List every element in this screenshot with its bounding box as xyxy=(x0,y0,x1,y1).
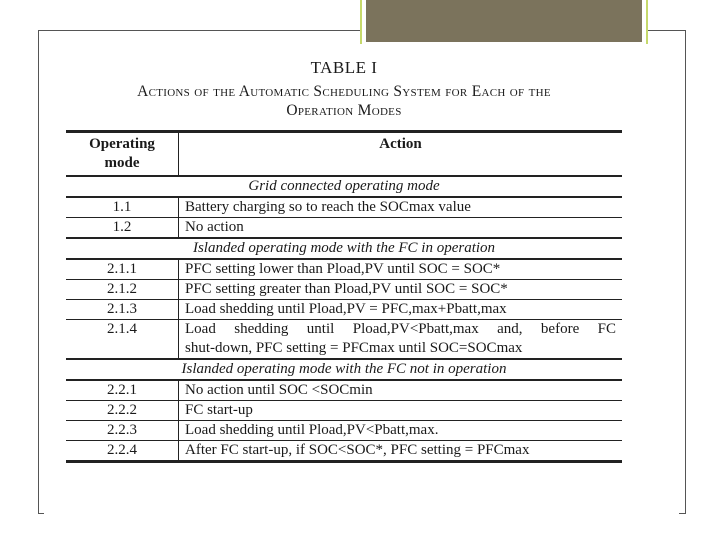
action-cell: After FC start-up, if SOC<SOC*, PFC setting = PFCmax xyxy=(185,442,530,458)
section-row xyxy=(66,176,622,197)
table-caption-line-2: Operation Modes xyxy=(286,102,402,119)
action-cell: No action until SOC <SOCmin xyxy=(179,380,623,401)
mode-cell: 2.1.2 xyxy=(66,280,179,300)
action-cell: PFC setting greater than Pload,PV until SOC = SOC* xyxy=(179,280,623,300)
action-cell: Load shedding until Pload,PV<Pbatt,max. xyxy=(179,421,623,441)
table-caption-line-1: Actions of the Automatic Scheduling System for Each of the xyxy=(137,83,551,100)
table-header-row xyxy=(66,132,622,177)
frame-left xyxy=(38,30,39,514)
frame-right xyxy=(685,30,686,514)
action-cell: FC start-up xyxy=(179,401,623,421)
accent-line-right xyxy=(646,0,648,44)
header-action: Action xyxy=(179,132,623,177)
frame-top-right xyxy=(648,30,686,31)
action-cell: No action xyxy=(179,218,623,239)
mode-cell: 2.1.4 xyxy=(66,320,179,360)
section-row xyxy=(66,238,622,259)
accent-line-left xyxy=(360,0,362,44)
header-operating-mode: Operating mode xyxy=(66,132,179,177)
section-row xyxy=(66,359,622,380)
mode-cell: 2.2.3 xyxy=(66,421,179,441)
table-row xyxy=(66,218,622,239)
frame-bottom-right-tick xyxy=(679,513,686,514)
table-caption xyxy=(66,82,622,120)
table-row xyxy=(66,320,622,360)
section-title: Grid connected operating mode xyxy=(66,176,622,197)
action-line-1: Load shedding until Pload,PV<Pbatt,max and, before FC xyxy=(185,321,616,337)
table-row xyxy=(66,197,622,218)
mode-cell: 2.2.2 xyxy=(66,401,179,421)
frame-top-left xyxy=(38,30,360,31)
table-row xyxy=(66,380,622,401)
header-tab-box xyxy=(366,0,642,42)
table-row xyxy=(66,259,622,280)
table-row xyxy=(66,401,622,421)
section-title: Islanded operating mode with the FC in operation xyxy=(66,238,622,259)
mode-cell: 2.2.4 xyxy=(66,441,179,462)
mode-cell: 2.1.1 xyxy=(66,259,179,280)
frame-bottom-left-tick xyxy=(38,513,44,514)
table-row xyxy=(66,441,622,462)
table-row xyxy=(66,300,622,320)
action-cell: PFC setting lower than Pload,PV until SOC = SOC* xyxy=(179,259,623,280)
mode-cell: 1.1 xyxy=(66,197,179,218)
mode-cell: 1.2 xyxy=(66,218,179,239)
table-title: TABLE I xyxy=(310,58,378,77)
action-cell: Load shedding until Pload,PV = PFC,max+Pbatt,max xyxy=(179,300,623,320)
mode-cell: 2.1.3 xyxy=(66,300,179,320)
document-table-figure xyxy=(66,58,622,463)
table-row xyxy=(66,280,622,300)
section-title: Islanded operating mode with the FC not in operation xyxy=(66,359,622,380)
action-cell xyxy=(179,320,623,360)
operation-modes-table xyxy=(66,130,622,463)
table-row xyxy=(66,421,622,441)
action-cell: Battery charging so to reach the SOCmax value xyxy=(179,197,623,218)
mode-cell: 2.2.1 xyxy=(66,380,179,401)
action-line-2: shut-down, PFC setting = PFCmax until SOC=SOCmax xyxy=(185,340,523,356)
